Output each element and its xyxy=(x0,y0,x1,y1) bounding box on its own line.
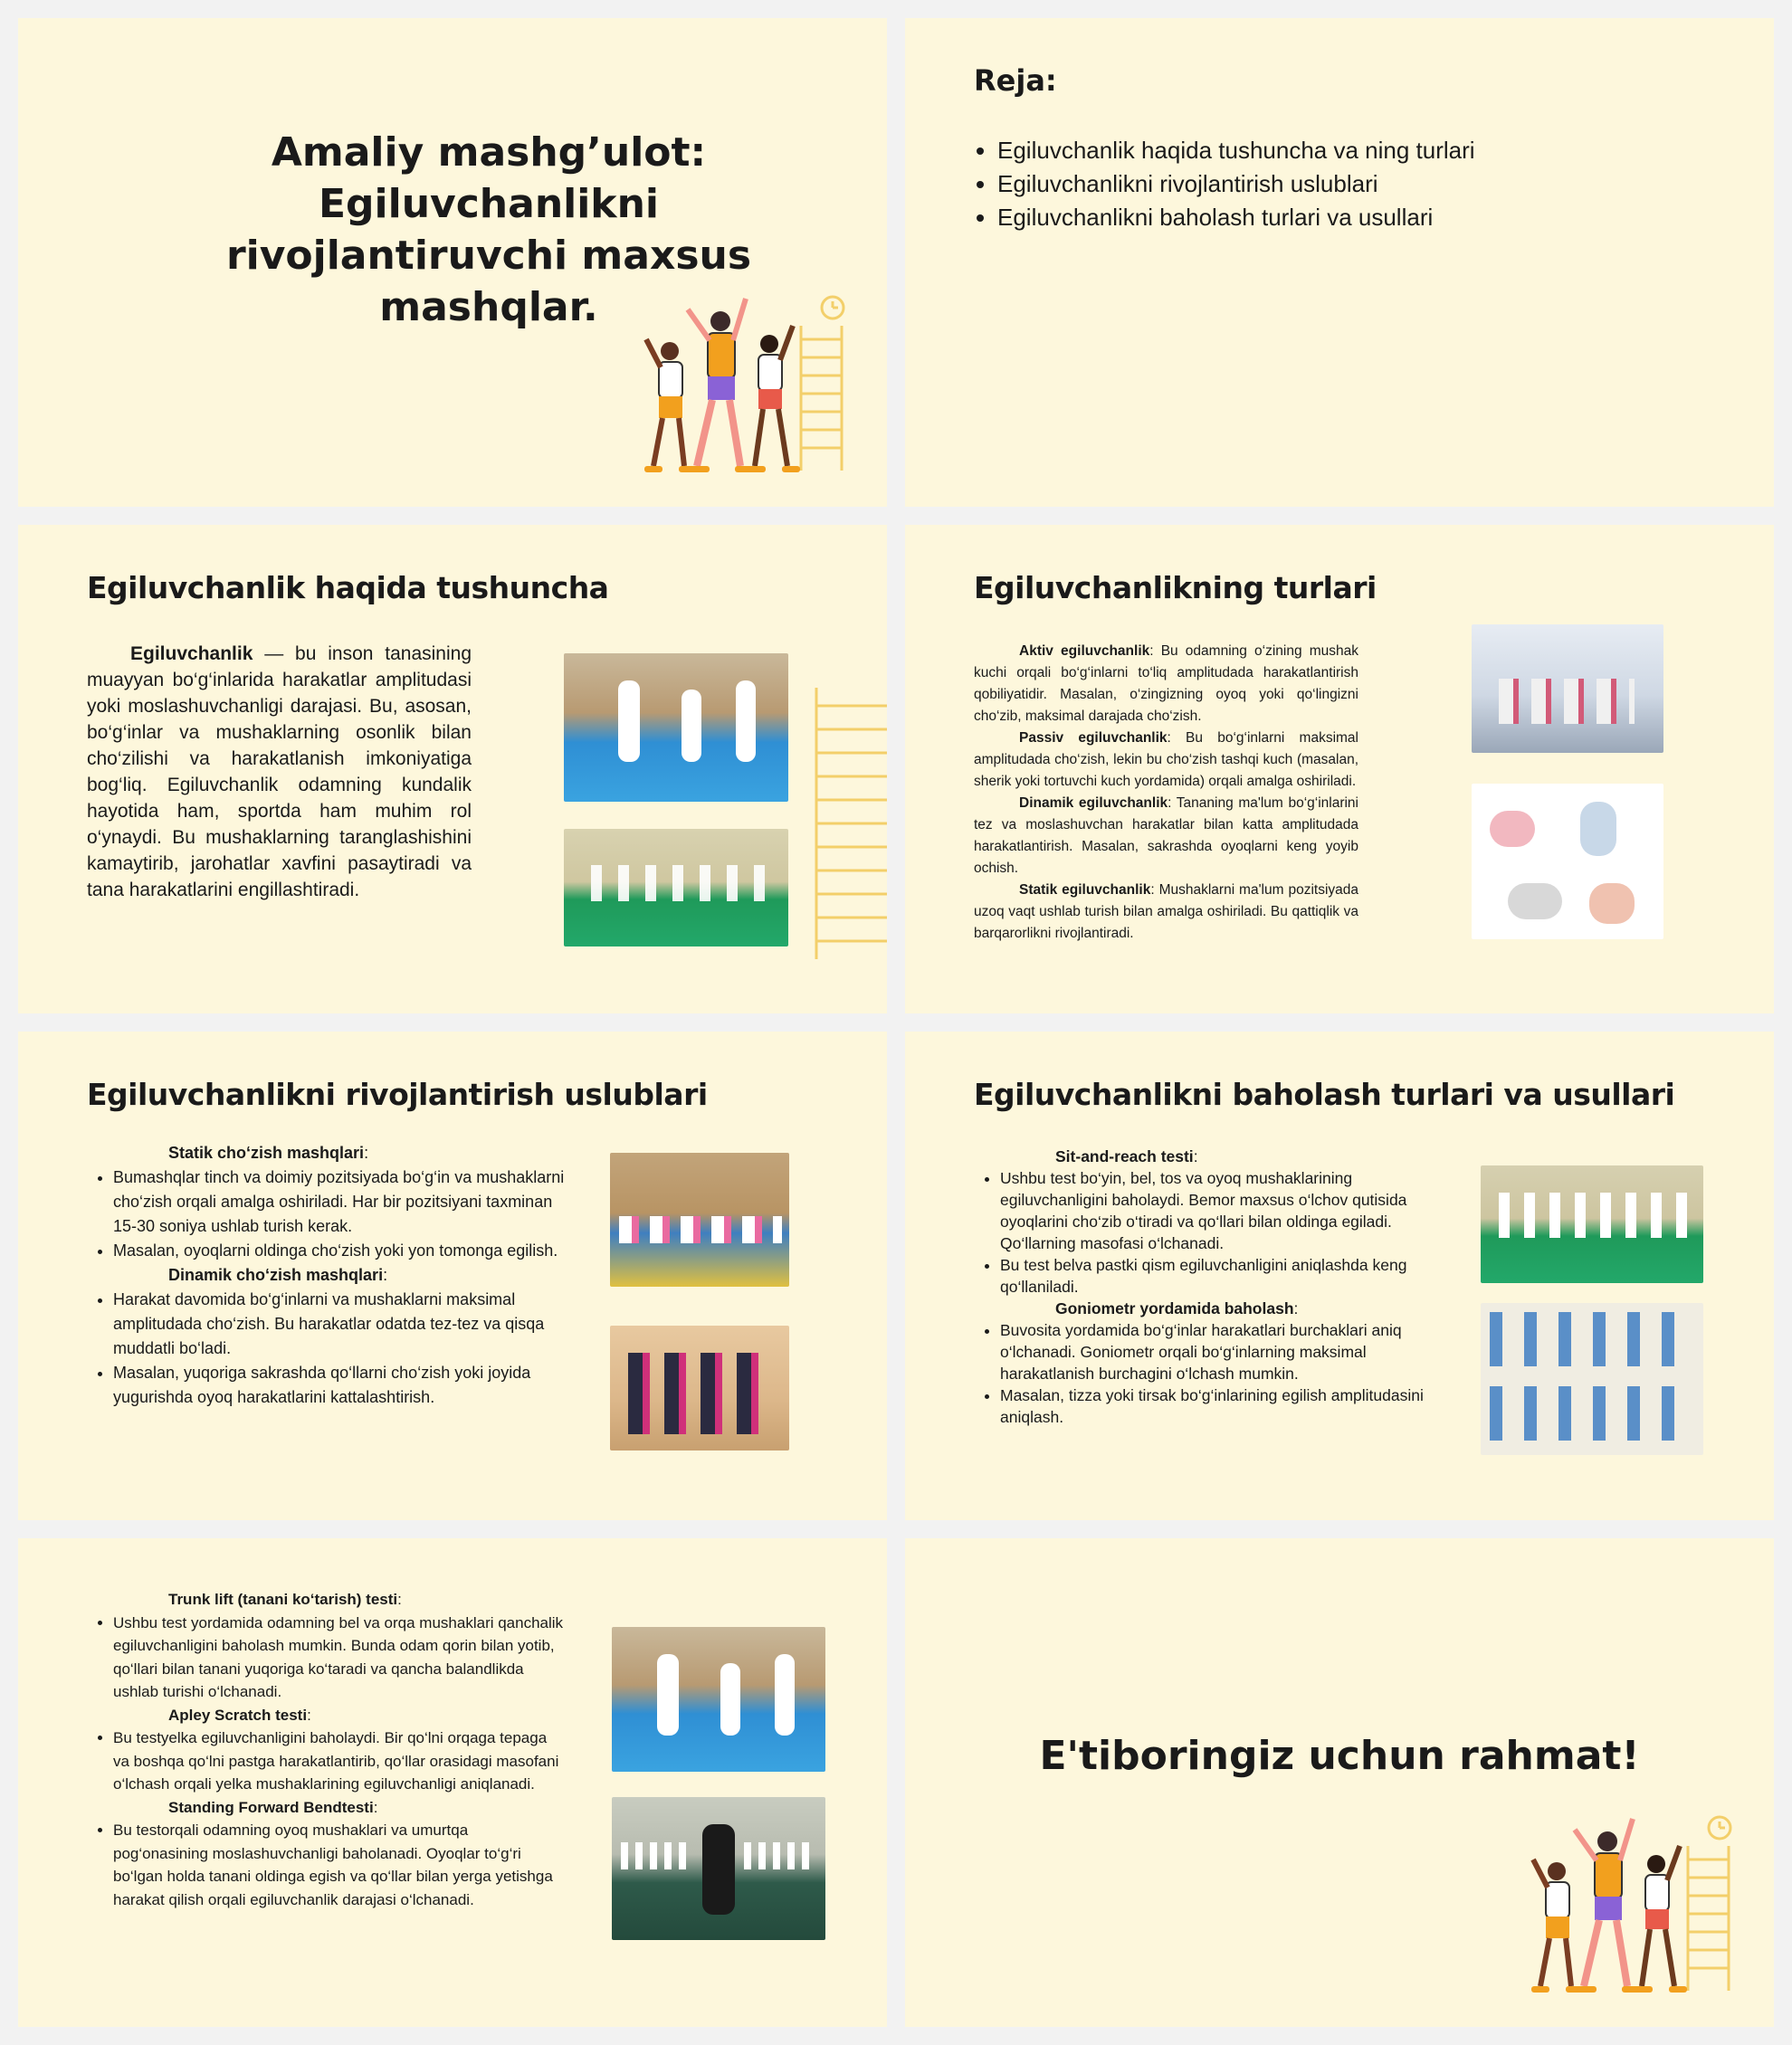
methods-list xyxy=(87,1141,576,1410)
slide-heading: Egiluvchanlikni baholash turlari va usullari xyxy=(974,1077,1675,1112)
closing-title: E'tiboringiz uchun rahmat! xyxy=(1039,1733,1640,1779)
type-item: Dinamik egiluvchanlik: Tananing ma'lum bo‘g‘inlarini tez va moslashuvchan harakatlar bilan katta amplitudada harakatlantirish. Masalan, sakrashda oyoqlarni keng yoyib ochish. xyxy=(974,795,1358,876)
exercise-photo xyxy=(1481,1165,1703,1283)
plan-list xyxy=(974,134,1475,234)
slide-4 xyxy=(905,525,1774,1013)
list-item: • Egiluvchanlikni rivojlantirish uslublari xyxy=(997,167,1475,201)
exercise-photo xyxy=(1472,624,1663,753)
exercise-photo xyxy=(612,1797,825,1940)
subheading: Goniometr yordamida baholash: xyxy=(1055,1299,1299,1317)
exercise-photo xyxy=(564,829,788,946)
list-item: • Masalan, yuqoriga sakrashda qo‘llarni cho‘zish yoki joyida yugurishda oyoq harakatlarini kattalashtirish. xyxy=(113,1361,576,1410)
term: Dinamik egiluvchanlik xyxy=(1019,795,1168,811)
plan-heading: Reja: xyxy=(974,63,1057,98)
list-item: • Egiluvchanlikni baholash turlari va usullari xyxy=(997,201,1475,234)
subheading: Trunk lift (tanani ko‘tarish) testi: xyxy=(168,1591,402,1608)
list-item: • Bu testorqali odamning oyoq mushaklari va umurtqa pog‘onasining moslashuvchanligi baholanadi. Oyoqlar to‘g‘ri bo‘lgan holda tanani oldinga egish va qo‘llar bilan yerga yetishga harakat qilish orqali egiluvchanlik darajasi o‘lchanadi. xyxy=(113,1819,567,1911)
slide-heading: Egiluvchanlikning turlari xyxy=(974,570,1377,605)
term: Aktiv egiluvchanlik xyxy=(1019,643,1150,659)
term: Egiluvchanlik xyxy=(130,643,253,664)
list-item: • Ushbu test yordamida odamning bel va orqa mushaklari qanchalik egiluvchanligini baholash mumkin. Bunda odam qorin bilan yotib, qo‘llari bilan tanani yuqoriga ko‘taradi va qancha balandlikda ushlab turishi o‘lchanadi. xyxy=(113,1612,567,1704)
term: Passiv egiluvchanlik xyxy=(1019,730,1168,746)
slide-heading: Egiluvchanlik haqida tushuncha xyxy=(87,570,609,605)
subheading: Dinamik cho‘zish mashqlari: xyxy=(168,1266,388,1284)
list-item: • Harakat davomida bo‘g‘inlarni va mushaklarni maksimal amplitudada cho‘zish. Bu harakatlar odatda tez-tez va qisqa muddatli bo‘ladi. xyxy=(113,1288,576,1361)
type-item: Passiv egiluvchanlik: Bu bo‘g‘inlarni maksimal amplitudada cho‘zish, lekin bu cho‘zish tashqi kuch (masalan, sherik yoki tortuvchi kuch yordamida) orqali amalga oshiriladi. xyxy=(974,730,1358,789)
exercising-people-illustration xyxy=(1520,1810,1738,2000)
type-item: Aktiv egiluvchanlik: Bu odamning o‘zining mushak kuchi orqali bo‘g‘inlarni to‘liq amplitudada harakatlantirish qobiliyatidir. Masalan, o‘zingizning oyoq yoki qo‘lingizni cho‘zib, maksimal darajada cho‘zish. xyxy=(974,643,1358,724)
slide-2 xyxy=(905,18,1774,507)
exercising-people-illustration xyxy=(634,290,851,480)
type-item: Statik egiluvchanlik: Mushaklarni ma'lum pozitsiyada uzoq vaqt ushlab turish bilan amalga oshiriladi. Bu qattiqlik va barqarorlikni rivojlantiradi. xyxy=(974,882,1358,941)
subheading: Sit-and-reach testi: xyxy=(1055,1147,1198,1165)
subheading: Statik cho‘zish mashqlari: xyxy=(168,1144,369,1162)
definition-paragraph xyxy=(87,641,472,903)
exercise-photo xyxy=(1481,1303,1703,1455)
slide-7 xyxy=(18,1538,887,2027)
subheading: Apley Scratch testi: xyxy=(168,1706,311,1724)
exercise-photo xyxy=(612,1627,825,1772)
types-text xyxy=(974,641,1358,945)
exercise-photo xyxy=(1472,784,1663,939)
slide-3 xyxy=(18,525,887,1013)
list-item: • Ushbu test bo‘yin, bel, tos va oyoq mushaklarining egiluvchanligini baholaydi. Bemor maxsus o‘lchov qutisida oyoqlarini cho‘zib o‘tiradi va qo‘llari bilan oldinga egiladi. Qo‘llarning masofasi o‘lchanadi. xyxy=(1000,1167,1426,1254)
slide-1 xyxy=(18,18,887,507)
slide-title: Amaliy mashg’ulot: Egiluvchanlikni rivojlantiruvchi maxsus mashqlar. xyxy=(225,129,752,330)
exercise-photo xyxy=(564,653,788,802)
slide-5 xyxy=(18,1032,887,1520)
slide-heading: Egiluvchanlikni rivojlantirish uslublari xyxy=(87,1077,708,1112)
list-item: • Egiluvchanlik haqida tushuncha va ning turlari xyxy=(997,134,1475,167)
list-item: • Bumashqlar tinch va doimiy pozitsiyada bo‘g‘in va mushaklarni cho‘zish orqali amalga oshiriladi. Har bir pozitsiyani taxminan 15-30 soniya ushlab turish kerak. xyxy=(113,1165,576,1239)
exercise-photo xyxy=(610,1153,789,1287)
list-item: • Bu testyelka egiluvchanligini baholaydi. Bir qo‘lni orqaga tepaga va boshqa qo‘lni pastga harakatlantirib, qo‘llar orasidagi masofani o‘lchash orqali yelka mushaklarining egiluvchanligi aniqlanadi. xyxy=(113,1726,567,1796)
list-item: • Masalan, oyoqlarni oldinga cho‘zish yoki yon tomonga egilish. xyxy=(113,1239,576,1263)
list-item: • Masalan, tizza yoki tirsak bo‘g‘inlarining egilish amplitudasini aniqlash. xyxy=(1000,1384,1426,1428)
term: Statik egiluvchanlik xyxy=(1019,882,1151,898)
wall-bars-ladder xyxy=(813,688,887,959)
exercise-photo xyxy=(610,1326,789,1451)
slide-6 xyxy=(905,1032,1774,1520)
list-item: • Bu test belva pastki qism egiluvchanligini aniqlashda keng qo‘llaniladi. xyxy=(1000,1254,1426,1298)
tests-list xyxy=(87,1588,567,1911)
slide-8 xyxy=(905,1538,1774,2027)
assessment-list xyxy=(974,1146,1426,1428)
list-item: • Buvosita yordamida bo‘g‘inlar harakatlari burchaklari aniq o‘lchanadi. Goniometr orqali bo‘g‘inlarning maksimal harakatlanish burchagini o‘lchash mumkin. xyxy=(1000,1319,1426,1384)
definition-text: — bu inson tanasining muayyan bo‘g‘inlarida harakatlar amplitudasi yoki moslashuvchanligi darajasi. Bu, asosan, bo‘g‘inlar va mushaklarning osonlik bilan cho‘zilishi va harakatlanish imkoniyatiga bog‘liq. Egiluvchanlik odamning kundalik hayotida ham, sportda ham muhim rol o‘ynaydi. Bu mushaklarning taranglashishini kamaytirib, jarohatlar xavfini pasaytiradi va tana harakatlarini engillashtiradi. xyxy=(87,643,472,900)
subheading: Standing Forward Bendtesti: xyxy=(168,1798,378,1816)
